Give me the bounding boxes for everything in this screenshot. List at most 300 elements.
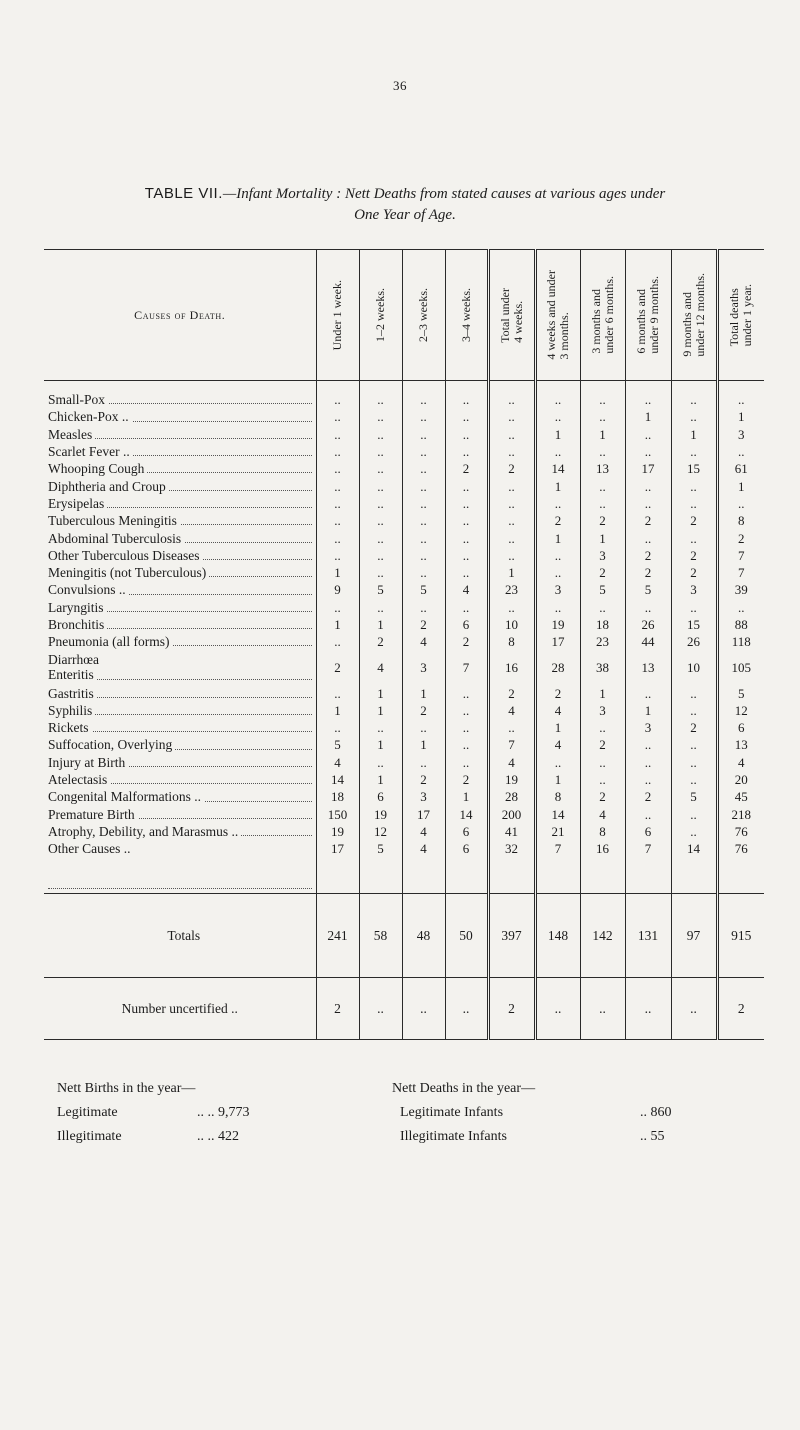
cause-cell: [44, 788, 316, 805]
cause-label: Convulsions ..: [48, 582, 129, 597]
cause-cell: [44, 719, 316, 736]
value-cell: ..: [717, 443, 764, 460]
value-cell: 2: [717, 529, 764, 546]
value-cell: 2: [402, 616, 445, 633]
value-cell: 2: [671, 719, 717, 736]
value-cell: 16: [488, 650, 535, 684]
table-row: [44, 616, 764, 633]
cause-cell: [44, 599, 316, 616]
value-cell: ..: [625, 599, 671, 616]
uncertified-value-cell: 2: [488, 978, 535, 1040]
value-cell: ..: [671, 702, 717, 719]
table-row: [44, 426, 764, 443]
page-number: 36: [393, 78, 407, 93]
value-cell: ..: [359, 495, 402, 512]
totals-value-cell: 97: [671, 894, 717, 978]
value-cell: ..: [445, 719, 488, 736]
value-cell: ..: [535, 408, 580, 425]
value-cell: 2: [625, 564, 671, 581]
value-cell: ..: [671, 754, 717, 771]
value-cell: ..: [402, 426, 445, 443]
value-cell: 13: [580, 460, 625, 477]
value-cell: 6: [625, 823, 671, 840]
value-cell: ..: [445, 564, 488, 581]
cause-cell: [44, 529, 316, 546]
value-cell: 2: [359, 633, 402, 650]
value-cell: 1: [359, 771, 402, 788]
value-cell: 76: [717, 840, 764, 894]
value-cell: 2: [488, 460, 535, 477]
value-cell: ..: [625, 391, 671, 408]
value-cell: 38: [580, 650, 625, 684]
table-row: [44, 495, 764, 512]
value-cell: ..: [316, 495, 359, 512]
value-cell: 5: [359, 840, 402, 894]
deaths-legitimate-value: .. 860: [640, 1105, 672, 1120]
table-row: [44, 650, 764, 684]
cause-label: Small-Pox: [48, 392, 108, 407]
cause-label: Scarlet Fever ..: [48, 444, 133, 459]
totals-value-cell: 131: [625, 894, 671, 978]
value-cell: ..: [671, 529, 717, 546]
value-cell: 23: [580, 633, 625, 650]
uncertified-value-cell: 2: [316, 978, 359, 1040]
cause-cell: [44, 547, 316, 564]
value-cell: 3: [535, 581, 580, 598]
uncertified-row: [44, 978, 764, 1040]
value-cell: 8: [580, 823, 625, 840]
value-cell: 1: [535, 426, 580, 443]
value-cell: ..: [488, 477, 535, 494]
value-cell: 18: [580, 616, 625, 633]
value-cell: ..: [535, 443, 580, 460]
value-cell: ..: [671, 443, 717, 460]
cause-label: Laryngitis: [48, 600, 107, 615]
cause-label: Atelectasis: [48, 772, 110, 787]
totals-value-cell: 58: [359, 894, 402, 978]
age-column-header: [535, 250, 580, 381]
value-cell: 2: [402, 702, 445, 719]
value-cell: 3: [671, 581, 717, 598]
table-description-cont: One Year of Age.: [354, 207, 456, 223]
uncertified-section: [44, 978, 764, 1040]
cause-cell: [44, 512, 316, 529]
value-cell: 2: [535, 512, 580, 529]
value-cell: ..: [316, 408, 359, 425]
uncertified-value-cell: ..: [445, 978, 488, 1040]
value-cell: 2: [580, 512, 625, 529]
cause-cell: [44, 391, 316, 408]
value-cell: ..: [316, 633, 359, 650]
value-cell: 105: [717, 650, 764, 684]
cause-label: Meningitis (not Tuberculous): [48, 565, 209, 580]
value-cell: 28: [488, 788, 535, 805]
totals-value-cell: 48: [402, 894, 445, 978]
value-cell: ..: [359, 426, 402, 443]
deaths-legitimate-label: Legitimate Infants: [400, 1105, 504, 1120]
value-cell: 1: [580, 684, 625, 701]
value-cell: ..: [488, 408, 535, 425]
value-cell: 2: [625, 547, 671, 564]
value-cell: 5: [359, 581, 402, 598]
value-cell: 9: [316, 581, 359, 598]
value-cell: ..: [580, 771, 625, 788]
table-row: [44, 684, 764, 701]
value-cell: 2: [671, 512, 717, 529]
value-cell: ..: [316, 684, 359, 701]
value-cell: ..: [580, 408, 625, 425]
value-cell: 13: [625, 650, 671, 684]
value-cell: ..: [580, 443, 625, 460]
value-cell: ..: [316, 477, 359, 494]
cause-label: Chicken-Pox ..: [48, 409, 132, 424]
value-cell: 1: [580, 529, 625, 546]
totals-label: Totals: [44, 894, 316, 978]
cause-cell: [44, 426, 316, 443]
age-column-label: 1–2 weeks.: [373, 288, 387, 342]
value-cell: 32: [488, 840, 535, 894]
value-cell: 7: [717, 564, 764, 581]
cause-label: Measles: [48, 427, 95, 442]
cause-cell: [44, 771, 316, 788]
value-cell: ..: [316, 547, 359, 564]
value-cell: ..: [445, 529, 488, 546]
table-row: [44, 547, 764, 564]
value-cell: 4: [359, 650, 402, 684]
value-cell: ..: [671, 823, 717, 840]
value-cell: 5: [671, 788, 717, 805]
value-cell: ..: [717, 495, 764, 512]
cause-label: Syphilis: [48, 703, 95, 718]
cause-column-header: Causes of Death.: [44, 250, 316, 381]
uncertified-value-cell: ..: [359, 978, 402, 1040]
age-column-header: [671, 250, 717, 381]
value-cell: 2: [445, 633, 488, 650]
value-cell: 21: [535, 823, 580, 840]
mortality-table: [44, 249, 764, 1040]
uncertified-value-cell: ..: [671, 978, 717, 1040]
value-cell: ..: [316, 599, 359, 616]
value-cell: 3: [625, 719, 671, 736]
table-row: [44, 788, 764, 805]
births-heading: Nett Births in the year—: [57, 1081, 196, 1096]
value-cell: 218: [717, 806, 764, 823]
table-row: [44, 599, 764, 616]
value-cell: 41: [488, 823, 535, 840]
value-cell: ..: [359, 719, 402, 736]
value-cell: 5: [402, 581, 445, 598]
value-cell: 5: [625, 581, 671, 598]
value-cell: 26: [671, 633, 717, 650]
value-cell: ..: [580, 477, 625, 494]
value-cell: 2: [445, 460, 488, 477]
value-cell: ..: [359, 443, 402, 460]
births-illegitimate-value: .. .. 422: [197, 1129, 239, 1144]
value-cell: 4: [535, 736, 580, 753]
table-row: [44, 443, 764, 460]
value-cell: 1: [316, 564, 359, 581]
value-cell: 23: [488, 581, 535, 598]
uncertified-value-cell: ..: [535, 978, 580, 1040]
age-column-header: [316, 250, 359, 381]
value-cell: ..: [580, 599, 625, 616]
table-subject: —Infant Mortality :: [222, 186, 342, 202]
cause-cell: [44, 633, 316, 650]
age-column-label: 3 months and under 6 months.: [588, 276, 616, 354]
value-cell: ..: [625, 684, 671, 701]
cause-cell: [44, 736, 316, 753]
value-cell: ..: [717, 599, 764, 616]
value-cell: 7: [488, 736, 535, 753]
value-cell: 4: [316, 754, 359, 771]
leader-dots: [48, 888, 312, 889]
value-cell: 76: [717, 823, 764, 840]
cause-label: Other Tuberculous Diseases: [48, 548, 203, 563]
table-row: [44, 736, 764, 753]
totals-value-cell: 148: [535, 894, 580, 978]
value-cell: ..: [402, 512, 445, 529]
value-cell: 12: [359, 823, 402, 840]
value-cell: 15: [671, 616, 717, 633]
table-row: [44, 564, 764, 581]
value-cell: 2: [488, 684, 535, 701]
value-cell: 19: [488, 771, 535, 788]
table-label: TABLE VII.: [144, 185, 223, 202]
value-cell: 1: [402, 736, 445, 753]
age-column-label: 2–3 weeks.: [416, 288, 430, 342]
value-cell: ..: [359, 529, 402, 546]
cause-label: Premature Birth: [48, 807, 138, 822]
value-cell: ..: [359, 599, 402, 616]
value-cell: 14: [535, 460, 580, 477]
cause-label: Erysipelas: [48, 496, 107, 511]
cause-cell: [44, 581, 316, 598]
value-cell: ..: [488, 426, 535, 443]
age-column-header: [488, 250, 535, 381]
value-cell: ..: [402, 443, 445, 460]
cause-cell: [44, 477, 316, 494]
value-cell: ..: [488, 443, 535, 460]
cause-label: Diphtheria and Croup: [48, 479, 169, 494]
value-cell: ..: [445, 477, 488, 494]
totals-value-cell: 50: [445, 894, 488, 978]
table-row: [44, 391, 764, 408]
value-cell: 20: [717, 771, 764, 788]
cause-cell: [44, 650, 316, 684]
value-cell: 28: [535, 650, 580, 684]
cause-label: Diarrhœa Enteritis: [48, 652, 99, 683]
value-cell: ..: [580, 754, 625, 771]
value-cell: ..: [402, 719, 445, 736]
cause-cell: [44, 840, 316, 894]
value-cell: 1: [535, 719, 580, 736]
value-cell: 10: [488, 616, 535, 633]
value-cell: 6: [445, 840, 488, 894]
value-cell: ..: [580, 719, 625, 736]
value-cell: 1: [359, 616, 402, 633]
value-cell: 7: [625, 840, 671, 894]
uncertified-value-cell: ..: [402, 978, 445, 1040]
table-row: [44, 460, 764, 477]
value-cell: 1: [359, 684, 402, 701]
value-cell: 17: [402, 806, 445, 823]
value-cell: ..: [625, 754, 671, 771]
value-cell: ..: [671, 391, 717, 408]
value-cell: ..: [359, 391, 402, 408]
value-cell: 2: [625, 512, 671, 529]
value-cell: ..: [316, 391, 359, 408]
value-cell: 6: [359, 788, 402, 805]
value-cell: ..: [316, 512, 359, 529]
value-cell: 1: [445, 788, 488, 805]
value-cell: ..: [625, 477, 671, 494]
value-cell: ..: [359, 547, 402, 564]
value-cell: 13: [717, 736, 764, 753]
value-cell: ..: [359, 477, 402, 494]
value-cell: ..: [488, 719, 535, 736]
value-cell: 1: [488, 564, 535, 581]
table-row: [44, 512, 764, 529]
value-cell: 5: [580, 581, 625, 598]
deaths-heading: Nett Deaths in the year—: [392, 1081, 536, 1096]
table-description: Nett Deaths from stated causes at various ages under: [344, 186, 666, 202]
value-cell: 6: [717, 719, 764, 736]
table-row: [44, 754, 764, 771]
value-cell: 1: [402, 684, 445, 701]
value-cell: ..: [445, 495, 488, 512]
cause-cell: [44, 616, 316, 633]
value-cell: 17: [316, 840, 359, 894]
uncertified-label: Number uncertified ..: [44, 978, 316, 1040]
value-cell: 7: [445, 650, 488, 684]
value-cell: ..: [625, 529, 671, 546]
value-cell: ..: [316, 443, 359, 460]
value-cell: 2: [671, 547, 717, 564]
value-cell: 1: [717, 408, 764, 425]
value-cell: ..: [402, 460, 445, 477]
value-cell: 2: [580, 788, 625, 805]
age-column-header: [580, 250, 625, 381]
age-column-label: 9 months and under 12 months.: [679, 273, 707, 357]
value-cell: 88: [717, 616, 764, 633]
totals-row: [44, 894, 764, 978]
cause-label: Pneumonia (all forms): [48, 634, 172, 649]
table-row: [44, 702, 764, 719]
table-row: [44, 581, 764, 598]
value-cell: 1: [359, 702, 402, 719]
value-cell: 17: [535, 633, 580, 650]
value-cell: ..: [402, 754, 445, 771]
value-cell: ..: [625, 443, 671, 460]
value-cell: ..: [535, 547, 580, 564]
value-cell: ..: [671, 736, 717, 753]
table-row: [44, 633, 764, 650]
value-cell: ..: [445, 684, 488, 701]
value-cell: 18: [316, 788, 359, 805]
spacer-row: [44, 381, 764, 392]
value-cell: 4: [402, 840, 445, 894]
value-cell: ..: [316, 719, 359, 736]
age-column-header: [625, 250, 671, 381]
value-cell: 1: [580, 426, 625, 443]
cause-cell: [44, 702, 316, 719]
value-cell: 12: [717, 702, 764, 719]
age-column-label: Total under 4 weeks.: [497, 287, 525, 343]
value-cell: 4: [535, 702, 580, 719]
value-cell: 6: [445, 616, 488, 633]
value-cell: ..: [359, 460, 402, 477]
cause-cell: [44, 443, 316, 460]
value-cell: ..: [445, 391, 488, 408]
value-cell: ..: [402, 495, 445, 512]
births-legitimate-value: .. .. 9,773: [197, 1105, 250, 1120]
cause-label: Injury at Birth: [48, 755, 128, 770]
value-cell: ..: [316, 426, 359, 443]
value-cell: 1: [359, 736, 402, 753]
value-cell: 17: [625, 460, 671, 477]
value-cell: 4: [402, 823, 445, 840]
value-cell: ..: [625, 806, 671, 823]
table-row: [44, 840, 764, 894]
value-cell: 5: [316, 736, 359, 753]
value-cell: 8: [488, 633, 535, 650]
value-cell: 4: [445, 581, 488, 598]
value-cell: ..: [535, 599, 580, 616]
value-cell: ..: [316, 460, 359, 477]
value-cell: ..: [488, 547, 535, 564]
value-cell: 61: [717, 460, 764, 477]
totals-section: [44, 894, 764, 978]
value-cell: 14: [535, 806, 580, 823]
age-column-label: Total deaths under 1 year.: [727, 283, 755, 347]
value-cell: 1: [625, 702, 671, 719]
value-cell: ..: [402, 564, 445, 581]
value-cell: 1: [316, 702, 359, 719]
value-cell: 14: [445, 806, 488, 823]
value-cell: ..: [402, 547, 445, 564]
value-cell: 118: [717, 633, 764, 650]
value-cell: 4: [580, 806, 625, 823]
cause-cell: [44, 495, 316, 512]
age-column-header: [359, 250, 402, 381]
cause-label: Whooping Cough: [48, 461, 147, 476]
value-cell: 2: [580, 736, 625, 753]
value-cell: 2: [402, 771, 445, 788]
births-summary: [57, 1077, 357, 1149]
uncertified-value-cell: 2: [717, 978, 764, 1040]
value-cell: 3: [580, 702, 625, 719]
value-cell: ..: [535, 754, 580, 771]
value-cell: 39: [717, 581, 764, 598]
table-title: [60, 183, 750, 226]
value-cell: 7: [535, 840, 580, 894]
value-cell: 19: [535, 616, 580, 633]
cause-label: Tuberculous Meningitis: [48, 513, 180, 528]
value-cell: ..: [625, 736, 671, 753]
value-cell: 2: [316, 650, 359, 684]
age-column-label: 6 months and under 9 months.: [634, 276, 661, 354]
deaths-illegitimate-label: Illegitimate Infants: [400, 1129, 507, 1144]
value-cell: ..: [671, 684, 717, 701]
value-cell: 1: [535, 771, 580, 788]
value-cell: 14: [316, 771, 359, 788]
cause-label: Rickets: [48, 720, 92, 735]
value-cell: 16: [580, 840, 625, 894]
value-cell: 44: [625, 633, 671, 650]
cause-label: Bronchitis: [48, 617, 107, 632]
age-column-label: 4 weeks and under 3 months.: [544, 270, 571, 360]
value-cell: ..: [445, 754, 488, 771]
